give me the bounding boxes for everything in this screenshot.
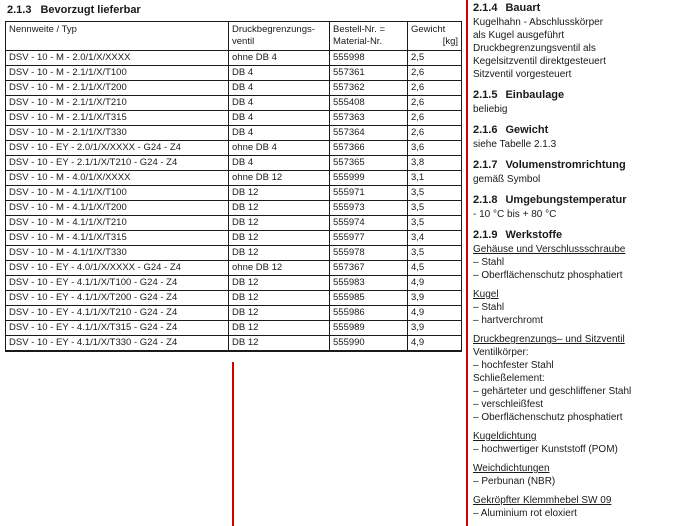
cell-valve: DB 12 [229, 291, 330, 306]
cell-weight: 3,9 [408, 291, 462, 306]
cell-valve: DB 12 [229, 306, 330, 321]
cell-order-no: 555999 [330, 171, 408, 186]
cell-weight: 2,6 [408, 111, 462, 126]
cell-type: DSV - 10 - M - 2.1/1/X/T330 [6, 126, 229, 141]
cell-order-no: 555986 [330, 306, 408, 321]
section-heading-text: Umgebungstemperatur [505, 194, 627, 206]
cell-valve: ohne DB 4 [229, 141, 330, 156]
section-line: Sitzventil vorgesteuert [473, 69, 572, 80]
table-row [6, 51, 462, 66]
cell-order-no: 555989 [330, 321, 408, 336]
cell-valve: DB 4 [229, 81, 330, 96]
table-row [6, 156, 462, 171]
cell-type: DSV - 10 - M - 2.1/1/X/T200 [6, 81, 229, 96]
section-heading-text: Gewicht [505, 124, 549, 136]
section-heading-text: Einbaulage [505, 89, 565, 101]
table-row [6, 141, 462, 156]
right-column [473, 2, 697, 526]
section-number: 2.1.4 [473, 2, 498, 14]
cell-order-no: 557364 [330, 126, 408, 141]
section-line: – Oberflächenschutz phosphatiert [473, 270, 623, 281]
cell-type: DSV - 10 - EY - 4.1/1/X/T200 - G24 - Z4 [6, 291, 229, 306]
section-heading [473, 229, 697, 242]
table-row [6, 261, 462, 276]
table-row [6, 171, 462, 186]
cell-order-no: 555983 [330, 276, 408, 291]
material-group-heading: Kugel [473, 289, 499, 300]
table-row [6, 306, 462, 321]
cell-valve: ohne DB 4 [229, 51, 330, 66]
table-row [6, 216, 462, 231]
section-line: beliebig [473, 104, 508, 115]
cell-type: DSV - 10 - EY - 4.0/1/X/XXXX - G24 - Z4 [6, 261, 229, 276]
cell-order-no: 555974 [330, 216, 408, 231]
section [473, 194, 697, 221]
material-group-heading: Weichdichtungen [473, 463, 550, 474]
cell-valve: ohne DB 12 [229, 171, 330, 186]
material-group-heading: Druckbegrenzungs– und Sitzventil [473, 334, 625, 345]
table-row [6, 246, 462, 261]
table-row [6, 66, 462, 81]
section-line: Kugelhahn - Abschlusskörper [473, 17, 604, 28]
table-row [6, 231, 462, 246]
cell-order-no: 557363 [330, 111, 408, 126]
table-row [6, 336, 462, 352]
cell-valve: DB 4 [229, 111, 330, 126]
section [473, 229, 697, 520]
cell-type: DSV - 10 - M - 2.1/1/X/T315 [6, 111, 229, 126]
cell-weight: 4,9 [408, 306, 462, 321]
column-header-line: Gewicht [411, 24, 446, 35]
section-line: – hochfester Stahl [473, 360, 554, 371]
section-number: 2.1.9 [473, 229, 498, 241]
cell-order-no: 557362 [330, 81, 408, 96]
material-group-heading: Gekröpfter Klemmhebel SW 09 [473, 495, 612, 506]
cell-valve: DB 4 [229, 96, 330, 111]
cell-type: DSV - 10 - M - 4.1/1/X/T315 [6, 231, 229, 246]
cell-weight: 2,6 [408, 81, 462, 96]
table-row [6, 321, 462, 336]
red-divider-left-bottom [232, 362, 234, 526]
section-title-number: 2.1.3 [7, 4, 32, 16]
cell-valve: DB 12 [229, 336, 330, 352]
cell-type: DSV - 10 - EY - 4.1/1/X/T315 - G24 - Z4 [6, 321, 229, 336]
cell-type: DSV - 10 - M - 4.1/1/X/T210 [6, 216, 229, 231]
cell-valve: DB 12 [229, 216, 330, 231]
cell-valve: DB 12 [229, 276, 330, 291]
cell-order-no: 555985 [330, 291, 408, 306]
section-line: siehe Tabelle 2.1.3 [473, 139, 557, 150]
section-line: – Oberflächenschutz phosphatiert [473, 412, 623, 423]
cell-weight: 3,5 [408, 246, 462, 261]
section-title [7, 4, 461, 16]
cell-order-no: 555998 [330, 51, 408, 66]
header-row [6, 22, 462, 51]
section-line: – Perbunan (NBR) [473, 476, 556, 487]
section [473, 124, 697, 151]
table-row [6, 186, 462, 201]
section-line: gemäß Symbol [473, 174, 541, 185]
cell-valve: DB 4 [229, 66, 330, 81]
delivery-table [5, 21, 462, 352]
section [473, 89, 697, 116]
section-heading [473, 89, 697, 102]
section-heading [473, 2, 697, 15]
table-row [6, 111, 462, 126]
column-header-line: Material-Nr. [333, 36, 383, 47]
section [473, 159, 697, 186]
section [473, 2, 697, 81]
cell-order-no: 555971 [330, 186, 408, 201]
cell-weight: 3,9 [408, 321, 462, 336]
column-header-line: Bestell-Nr. = [333, 24, 386, 35]
column-header-line: Nennweite / Typ [9, 24, 77, 35]
cell-order-no: 557361 [330, 66, 408, 81]
cell-type: DSV - 10 - EY - 2.1/1/X/T210 - G24 - Z4 [6, 156, 229, 171]
section-line: als Kugel ausgeführt [473, 30, 565, 41]
cell-valve: DB 4 [229, 156, 330, 171]
table-row [6, 276, 462, 291]
cell-type: DSV - 10 - M - 4.0/1/X/XXXX [6, 171, 229, 186]
cell-order-no: 555973 [330, 201, 408, 216]
cell-type: DSV - 10 - EY - 4.1/1/X/T210 - G24 - Z4 [6, 306, 229, 321]
column-header-line: Druckbegrenzungs- [232, 24, 315, 35]
cell-weight: 4,9 [408, 276, 462, 291]
cell-weight: 2,6 [408, 96, 462, 111]
table-row [6, 81, 462, 96]
cell-type: DSV - 10 - M - 2.0/1/X/XXXX [6, 51, 229, 66]
cell-weight: 2,5 [408, 51, 462, 66]
cell-weight: 4,9 [408, 336, 462, 352]
cell-order-no: 555978 [330, 246, 408, 261]
cell-order-no: 557366 [330, 141, 408, 156]
section-line: Schließelement: [473, 373, 545, 384]
cell-type: DSV - 10 - M - 2.1/1/X/T210 [6, 96, 229, 111]
section-title-text: Bevorzugt lieferbar [40, 4, 141, 16]
cell-weight: 2,6 [408, 126, 462, 141]
cell-valve: DB 12 [229, 246, 330, 261]
table-row [6, 126, 462, 141]
cell-type: DSV - 10 - M - 4.1/1/X/T200 [6, 201, 229, 216]
section-number: 2.1.5 [473, 89, 498, 101]
table-row [6, 291, 462, 306]
section-line: Kegelsitzventil direktgesteuert [473, 56, 606, 67]
material-group-heading: Gehäuse und Verschlussschraube [473, 244, 626, 255]
cell-type: DSV - 10 - EY - 4.1/1/X/T100 - G24 - Z4 [6, 276, 229, 291]
cell-weight: 3,8 [408, 156, 462, 171]
cell-weight: 3,4 [408, 231, 462, 246]
cell-weight: 3,6 [408, 141, 462, 156]
cell-order-no: 557367 [330, 261, 408, 276]
table-body [6, 51, 462, 352]
section-line: Druckbegrenzungsventil als [473, 43, 596, 54]
section-line: – Aluminium rot eloxiert [473, 508, 577, 519]
cell-order-no: 555990 [330, 336, 408, 352]
section-heading-text: Bauart [505, 2, 541, 14]
cell-valve: DB 12 [229, 321, 330, 336]
cell-valve: DB 12 [229, 231, 330, 246]
section-heading-text: Volumenstromrichtung [505, 159, 626, 171]
cell-type: DSV - 10 - M - 4.1/1/X/T330 [6, 246, 229, 261]
cell-order-no: 555408 [330, 96, 408, 111]
cell-order-no: 557365 [330, 156, 408, 171]
cell-type: DSV - 10 - EY - 4.1/1/X/T330 - G24 - Z4 [6, 336, 229, 352]
cell-weight: 4,5 [408, 261, 462, 276]
section-number: 2.1.6 [473, 124, 498, 136]
left-column [5, 4, 461, 352]
cell-weight: 3,5 [408, 216, 462, 231]
cell-weight: 3,1 [408, 171, 462, 186]
section-line: – gehärteter und geschliffener Stahl [473, 386, 632, 397]
cell-type: DSV - 10 - M - 2.1/1/X/T100 [6, 66, 229, 81]
cell-weight: 3,5 [408, 186, 462, 201]
cell-weight: 2,6 [408, 66, 462, 81]
cell-weight: 3,5 [408, 201, 462, 216]
material-group-heading: Kugeldichtung [473, 431, 537, 442]
column-header [229, 22, 330, 51]
cell-order-no: 555977 [330, 231, 408, 246]
column-header [408, 22, 462, 51]
column-header-line: ventil [232, 36, 255, 47]
cell-valve: ohne DB 12 [229, 261, 330, 276]
cell-type: DSV - 10 - EY - 2.0/1/X/XXXX - G24 - Z4 [6, 141, 229, 156]
cell-valve: DB 4 [229, 126, 330, 141]
red-divider-main [466, 0, 468, 526]
section-line: – Stahl [473, 257, 505, 268]
section-line: – hartverchromt [473, 315, 544, 326]
cell-type: DSV - 10 - M - 4.1/1/X/T100 [6, 186, 229, 201]
section-line: – Stahl [473, 302, 505, 313]
section-line: – hochwertiger Kunststoff (POM) [473, 444, 618, 455]
column-header [330, 22, 408, 51]
section-heading [473, 194, 697, 207]
section-line: Ventilkörper: [473, 347, 529, 358]
table-row [6, 201, 462, 216]
column-header-line: [kg] [442, 36, 458, 47]
section-line: – verschleißfest [473, 399, 544, 410]
section-heading [473, 124, 697, 137]
cell-valve: DB 12 [229, 186, 330, 201]
section-heading-text: Werkstoffe [505, 229, 563, 241]
table-row [6, 96, 462, 111]
section-line: - 10 °C bis + 80 °C [473, 209, 557, 220]
section-number: 2.1.7 [473, 159, 498, 171]
column-header [6, 22, 229, 51]
section-heading [473, 159, 697, 172]
section-number: 2.1.8 [473, 194, 498, 206]
cell-valve: DB 12 [229, 201, 330, 216]
